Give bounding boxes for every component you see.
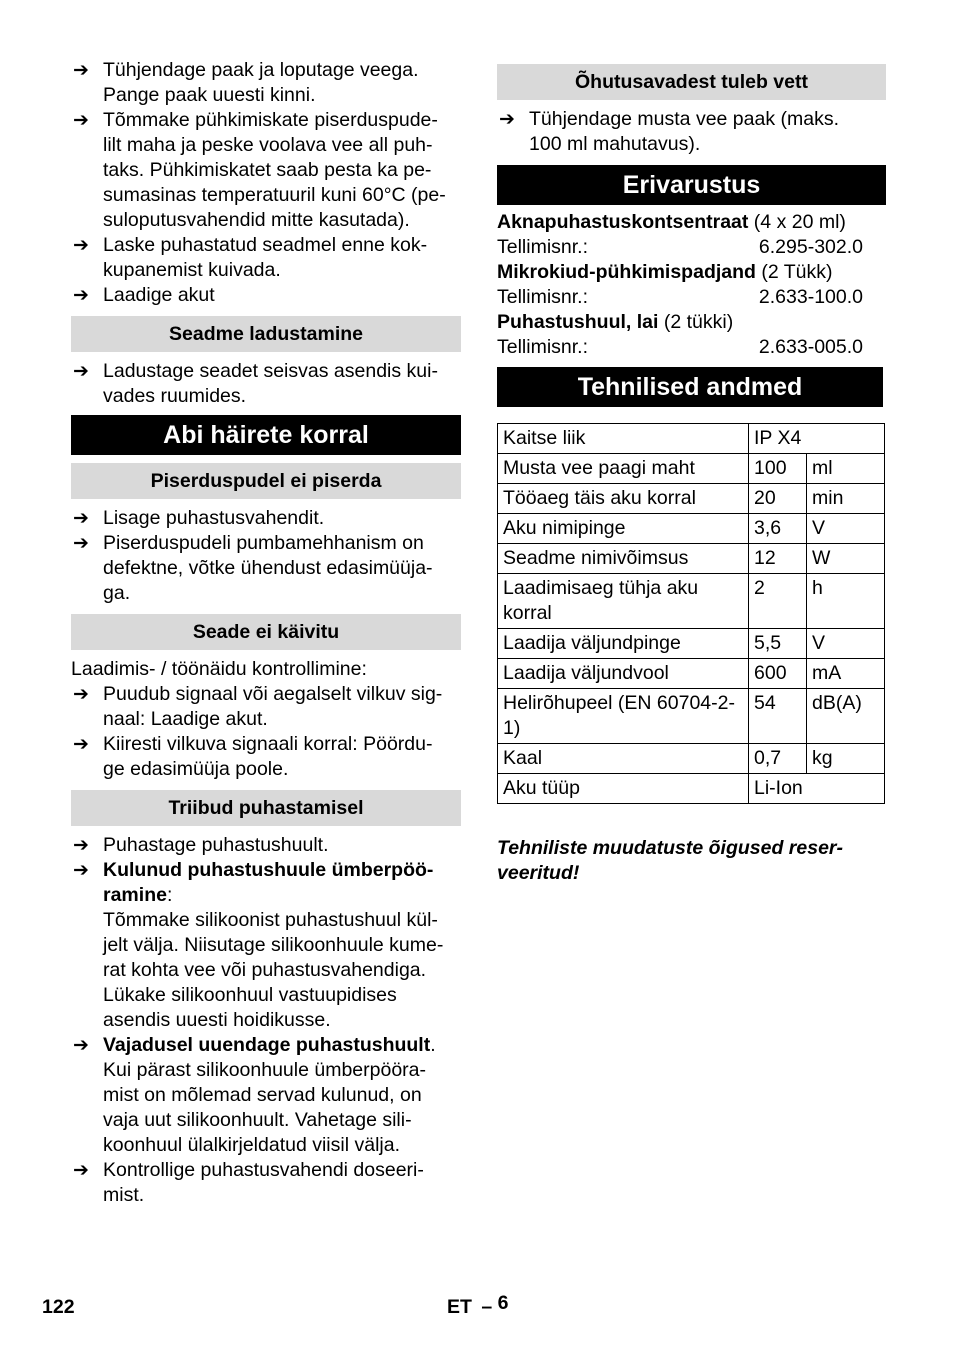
list-item: ➔ Vajadusel uuendage puhastushuult. Kui pärast silikoonhuule ümberpööra- mist on mõlemad servad kulunud, on vaja uut silikoonhuult. Vahetage sili- koonhuul ülalkirjeldatud viisil välja. xyxy=(71,1033,461,1158)
list-item-line: Kiiresti vilkuva signaali korral: Pöördu- xyxy=(103,733,433,755)
chapter-heading-accessories: Erivarustus xyxy=(497,165,886,205)
table-row xyxy=(498,744,885,774)
spec-value: IP X4 xyxy=(749,424,885,454)
list-item-line: Piserduspudeli pumbamehhanism on xyxy=(103,532,424,554)
section-heading-safety: Õhutusavadest tuleb vett xyxy=(497,64,886,100)
no-start-intro: Laadimis- / töönäidu kontrollimine: xyxy=(71,658,367,680)
spec-label: Kaitse liik xyxy=(503,427,586,449)
list-item xyxy=(71,531,461,606)
spec-unit: dB(A) xyxy=(807,689,885,744)
list-item-line: naal: Laadige akut. xyxy=(103,708,268,730)
page-number: 122 xyxy=(42,1296,75,1318)
list-item xyxy=(71,732,461,782)
list-item-line: kupanemist kuivada. xyxy=(103,259,281,281)
spec-value: 12 xyxy=(749,544,807,574)
spec-unit: W xyxy=(807,544,885,574)
list-item-line: Puudub signaal või aegalselt vilkuv sig- xyxy=(103,683,443,705)
table-row xyxy=(498,454,885,484)
list-item: ➔ Kulunud puhastushuule ümberpöö- ramine: Tõmmake silikoonist puhastushuul kül- jelt välja. Niisutage silikoonhuule kume- rat kohta vee või puhastusvahendiga. Lükake silikoonhuul vastuupidises asendis uuesti hoidikusse. xyxy=(71,858,461,1033)
list-item-line: Kontrollige puhastusvahendi doseeri- xyxy=(103,1159,424,1181)
spec-label: Aku tüüp xyxy=(503,777,580,799)
left-column xyxy=(71,58,461,1208)
list-item-line: sumasinas temperatuuril kuni 60°C (pe- xyxy=(103,184,446,206)
table-row xyxy=(498,629,885,659)
list-item-line: Tühjendage musta vee paak (maks. xyxy=(529,108,840,130)
rights-reserved-line: Tehniliste muudatuste õigused reser- xyxy=(497,837,844,859)
table-row xyxy=(498,484,885,514)
right-arrow-icon: ➔ xyxy=(73,684,89,705)
list-item-line: Tõmmake silikoonist puhastushuul kül- xyxy=(103,909,438,931)
table-row xyxy=(498,544,885,574)
table-row xyxy=(498,774,885,804)
right-arrow-icon: ➔ xyxy=(73,734,89,755)
list-item xyxy=(497,107,886,157)
spec-value: Li-Ion xyxy=(749,774,885,804)
list-item: ➔ Puhastage puhastushuult. xyxy=(73,834,329,856)
right-arrow-icon: ➔ xyxy=(73,60,89,81)
accessory-quantity: (2 Tükk) xyxy=(755,261,833,283)
right-arrow-icon: ➔ xyxy=(73,533,89,554)
accessory-quantity: (4 x 20 ml) xyxy=(748,211,846,233)
spec-unit: h xyxy=(807,574,885,629)
right-arrow-icon: ➔ xyxy=(73,235,89,256)
order-number-row xyxy=(497,335,863,360)
section-heading-storage: Seadme ladustamine xyxy=(71,316,461,352)
list-item xyxy=(71,58,461,108)
chapter-heading-troubleshooting: Abi häirete korral xyxy=(71,415,461,455)
accessory-name: Mikrokiud-pühkimispadjand xyxy=(497,261,756,283)
order-number-label: Tellimisnr.: xyxy=(497,336,589,358)
right-arrow-icon: ➔ xyxy=(73,860,89,881)
spec-value: 2 xyxy=(749,574,807,629)
list-item-line: ge edasimüüja poole. xyxy=(103,758,289,780)
list-item-line: Lükake silikoonhuul vastuupidises xyxy=(103,984,397,1006)
list-item-line: vaja uut silikoonhuult. Vahetage sili- xyxy=(103,1109,412,1131)
table-row xyxy=(498,574,885,629)
list-item-line: mist on mõlemad servad kulunud, on xyxy=(103,1084,422,1106)
right-arrow-icon: ➔ xyxy=(499,109,515,130)
list-item-line: Tühjendage paak ja loputage veega. xyxy=(103,59,419,81)
list-item-line: vades ruumides. xyxy=(103,385,247,407)
right-arrow-icon: ➔ xyxy=(73,1035,89,1056)
spec-value: 5,5 xyxy=(749,629,807,659)
table-row xyxy=(498,659,885,689)
list-item-line: Lisage puhastusvahendit. xyxy=(103,507,325,529)
list-item xyxy=(71,108,461,233)
rights-reserved-line: veeritud! xyxy=(497,862,580,884)
spec-label: Aku nimipinge xyxy=(503,517,626,539)
right-arrow-icon: ➔ xyxy=(73,508,89,529)
order-number-row xyxy=(497,285,863,310)
order-number-label: Tellimisnr.: xyxy=(497,236,589,258)
list-item-line: suloputusvahendid mitte kasutada). xyxy=(103,209,410,231)
list-item-line: asendis uuesti hoidikusse. xyxy=(103,1009,331,1031)
spec-value: 100 xyxy=(749,454,807,484)
spec-label-cell xyxy=(498,774,749,804)
accessory-name-line xyxy=(497,260,886,285)
order-number: 2.633-005.0 xyxy=(758,336,863,358)
storage-bullet-list xyxy=(71,359,461,409)
rights-reserved-note xyxy=(497,836,886,886)
accessory-name-line xyxy=(497,310,886,335)
right-arrow-icon: ➔ xyxy=(73,1160,89,1181)
table-row xyxy=(498,424,885,454)
list-item xyxy=(71,506,461,531)
spec-label-cell xyxy=(498,544,749,574)
spec-label-cell xyxy=(498,689,749,744)
footer-language: ET – 6 xyxy=(447,1292,509,1318)
list-item-line: Ladustage seadet seisvas asendis kui- xyxy=(103,360,438,382)
list-item-line: koonhuul ülalkirjeldatud viisil välja. xyxy=(103,1134,400,1156)
accessory-quantity: (2 tükki) xyxy=(658,311,734,333)
spec-label-cell xyxy=(498,424,749,454)
right-column xyxy=(497,58,886,886)
list-item-body xyxy=(103,908,461,1033)
table-row xyxy=(498,689,885,744)
intro-bullet-list xyxy=(71,58,461,308)
list-item-line: taks. Pühkimiskatet saab pesta ka pe- xyxy=(103,159,432,181)
list-item-line: mist. xyxy=(103,1184,145,1206)
dosing-bullet-list xyxy=(71,1158,461,1208)
right-arrow-icon: ➔ xyxy=(73,361,89,382)
safety-bullet-list xyxy=(497,107,886,157)
spec-label: Kaal xyxy=(503,747,543,769)
accessories-list xyxy=(497,210,886,360)
spec-label: Seadme nimivõimsus xyxy=(503,547,689,569)
spec-unit: V xyxy=(807,514,885,544)
spec-label-cell xyxy=(498,514,749,544)
spec-label-cell xyxy=(498,629,749,659)
list-item xyxy=(71,283,461,308)
accessory-name: Puhastushuul, lai xyxy=(497,311,659,333)
list-item xyxy=(71,682,461,732)
order-number-label: Tellimisnr.: xyxy=(497,286,589,308)
spec-unit: kg xyxy=(807,744,885,774)
section-heading-no-start: Seade ei käivitu xyxy=(71,614,461,650)
no-start-bullet-list xyxy=(71,682,461,782)
spec-unit: V xyxy=(807,629,885,659)
list-item-body xyxy=(103,1058,461,1158)
spec-label: korral xyxy=(503,602,552,624)
spec-label-cell xyxy=(498,484,749,514)
accessory-name: Aknapuhastuskontsentraat xyxy=(497,211,749,233)
section-heading-streaks: Triibud puhastamisel xyxy=(71,790,461,826)
spec-value: 600 xyxy=(749,659,807,689)
spec-label-cell xyxy=(498,574,749,629)
spec-value: 3,6 xyxy=(749,514,807,544)
spec-label: Laadimisaeg tühja aku xyxy=(503,577,699,599)
list-item-line: 100 ml mahutavus). xyxy=(529,133,701,155)
list-item-line: Pange paak uuesti kinni. xyxy=(103,84,316,106)
list-item xyxy=(71,233,461,283)
order-number: 2.633-100.0 xyxy=(758,286,863,308)
spec-label: Tööaeg täis aku korral xyxy=(503,487,696,509)
list-item-line: defektne, võtke ühendust edasimüüja- xyxy=(103,557,433,579)
list-item-line: Tõmmake pühkimiskate piserduspude- xyxy=(103,109,438,131)
right-arrow-icon: ➔ xyxy=(73,285,89,306)
list-item xyxy=(71,1158,461,1208)
spec-label: 1) xyxy=(503,717,521,739)
spec-label: Helirõhupeel (EN 60704-2- xyxy=(503,692,735,714)
spec-unit: ml xyxy=(807,454,885,484)
spec-value: 0,7 xyxy=(749,744,807,774)
spec-label-cell xyxy=(498,659,749,689)
spec-label: Laadija väljundpinge xyxy=(503,632,681,654)
list-item-line: Laadige akut xyxy=(103,284,215,306)
accessory-name-line xyxy=(497,210,886,235)
spec-unit: mA xyxy=(807,659,885,689)
list-item-line: rat kohta vee või puhastusvahendiga. xyxy=(103,959,427,981)
spec-label: Laadija väljundvool xyxy=(503,662,669,684)
right-arrow-icon: ➔ xyxy=(73,110,89,131)
no-spray-bullet-list xyxy=(71,506,461,606)
right-arrow-icon: ➔ xyxy=(73,835,89,856)
spec-value: 54 xyxy=(749,689,807,744)
order-number-row xyxy=(497,235,863,260)
list-item-line: Laske puhastatud seadmel enne kok- xyxy=(103,234,428,256)
list-item-line: ga. xyxy=(103,582,131,604)
table-row xyxy=(498,514,885,544)
spec-value: 20 xyxy=(749,484,807,514)
list-item xyxy=(71,359,461,409)
technical-data-table xyxy=(497,423,885,804)
list-item-line: Kui pärast silikoonhuule ümberpööra- xyxy=(103,1059,427,1081)
spec-label: Musta vee paagi maht xyxy=(503,457,695,479)
chapter-heading-technical-data: Tehnilised andmed xyxy=(497,367,883,407)
list-item-line: jelt välja. Niisutage silikoonhuule kume- xyxy=(103,934,444,956)
spec-label-cell xyxy=(498,744,749,774)
spec-label-cell xyxy=(498,454,749,484)
spec-unit: min xyxy=(807,484,885,514)
list-item-line: lilt maha ja peske voolava vee all puh- xyxy=(103,134,433,156)
order-number: 6.295-302.0 xyxy=(758,236,863,258)
section-heading-no-spray: Piserduspudel ei piserda xyxy=(71,463,461,499)
